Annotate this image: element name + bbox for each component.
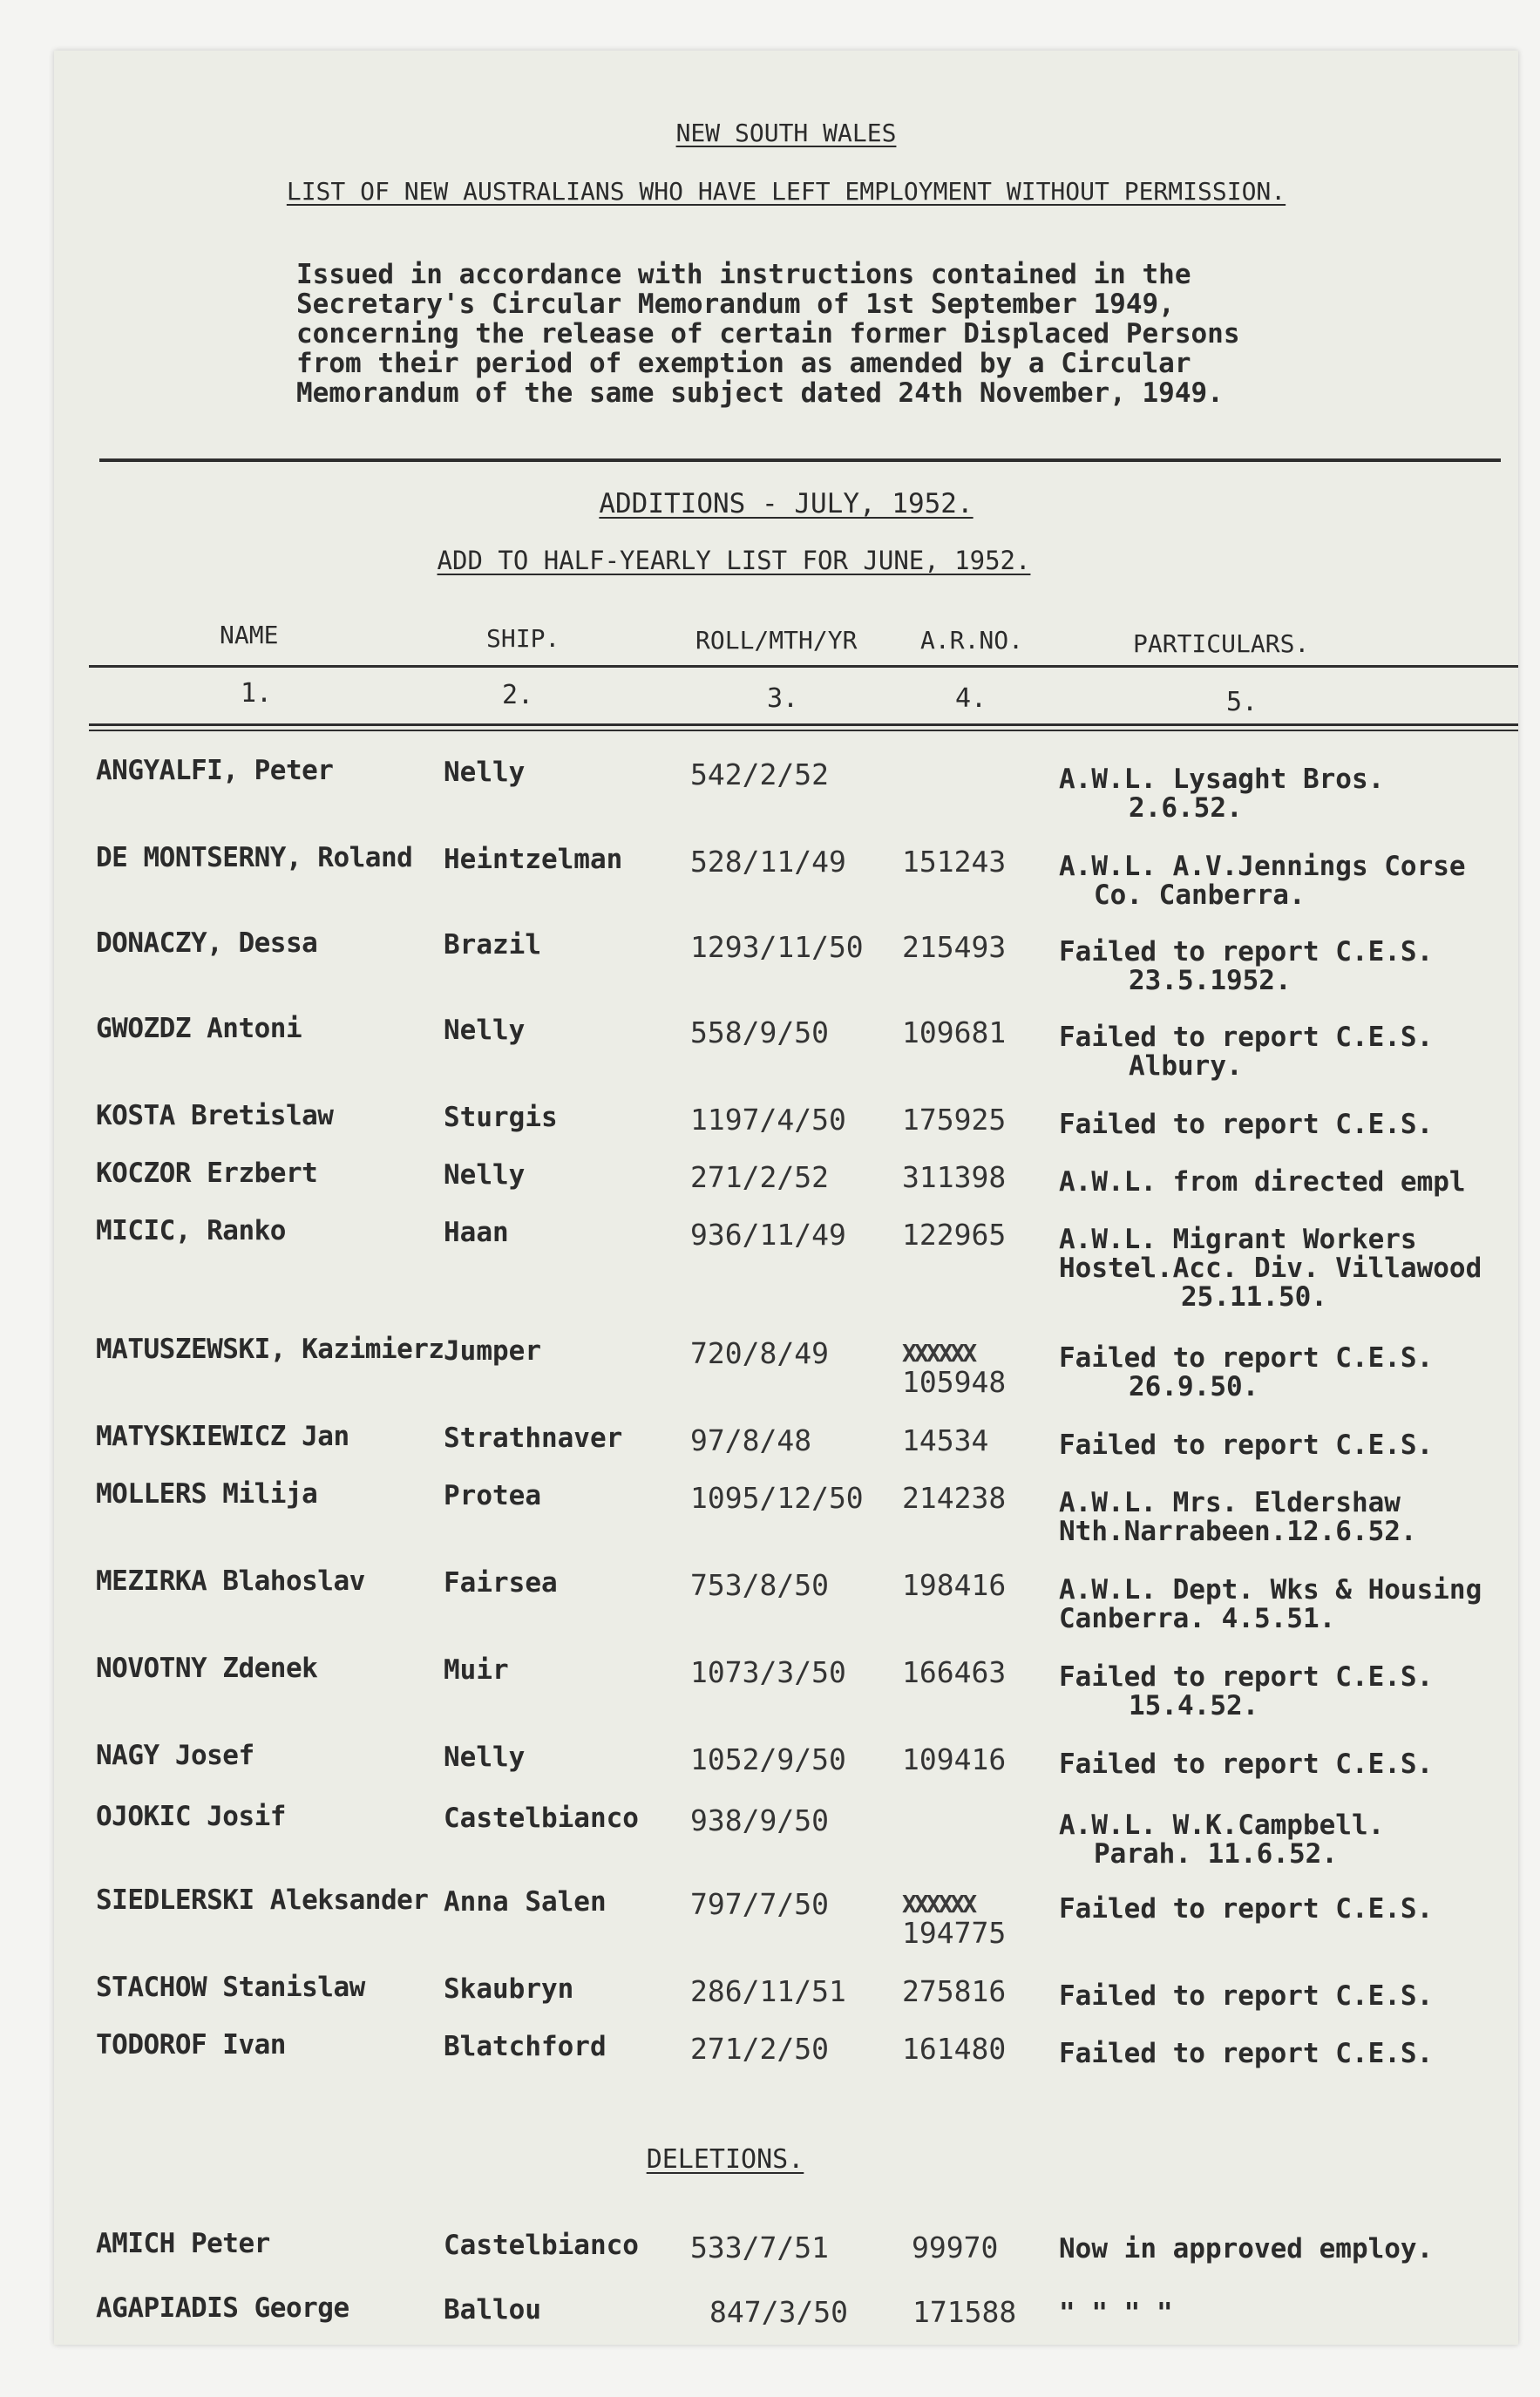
particulars-line: A.W.L. Dept. Wks & Housing — [1059, 1574, 1482, 1606]
entry-ship: Sturgis — [444, 1102, 558, 1133]
deletion-particulars: Now in approved employ. — [1059, 2233, 1434, 2265]
ar-number-value: 161480 — [902, 2032, 1007, 2066]
header-rule — [89, 665, 1518, 668]
column-number: 2. — [502, 680, 534, 710]
column-header-particulars: PARTICULARS. — [1133, 629, 1310, 658]
particulars-line: 2.6.52. — [1129, 792, 1243, 824]
entry-name: MEZIRKA Blahoslav — [96, 1565, 365, 1597]
particulars-line: Hostel.Acc. Div. Villawood — [1059, 1253, 1482, 1284]
entry-particulars — [1059, 1982, 1433, 2011]
entry-particulars — [1059, 1750, 1433, 1779]
entry-roll: 1073/3/50 — [690, 1655, 846, 1689]
particulars-line: Canberra. 4.5.51. — [1059, 1603, 1336, 1634]
column-header-ship: SHIP. — [486, 624, 560, 653]
particulars-line: Failed to report C.E.S. — [1059, 1749, 1434, 1780]
particulars-line: Failed to report C.E.S. — [1059, 1109, 1434, 1140]
entry-particulars — [1059, 2040, 1433, 2068]
entry-particulars — [1059, 1811, 1384, 1869]
ar-number-value: 14534 — [902, 1423, 989, 1457]
deletion-ar-number: 99970 — [912, 2231, 999, 2265]
ar-number-value: 151243 — [902, 845, 1007, 879]
ar-number-value: 122965 — [902, 1218, 1007, 1252]
entry-name: MATYSKIEWICZ Jan — [96, 1421, 349, 1452]
ar-number-value: 109681 — [902, 1015, 1007, 1049]
entry-ar-number — [902, 1015, 1007, 1049]
entry-ship: Protea — [444, 1480, 541, 1511]
particulars-line: Parah. 11.6.52. — [1094, 1838, 1338, 1870]
particulars-line: Failed to report C.E.S. — [1059, 1429, 1434, 1461]
entry-name: NAGY Josef — [96, 1740, 254, 1771]
entry-roll: 797/7/50 — [690, 1887, 829, 1921]
entry-name: DONACZY, Dessa — [96, 927, 318, 959]
header-rule — [89, 730, 1518, 731]
particulars-line: Failed to report C.E.S. — [1059, 1342, 1434, 1374]
additions-subtitle: ADD TO HALF-YEARLY LIST FOR JUNE, 1952. — [437, 546, 1031, 575]
document-page — [54, 51, 1518, 2345]
deletion-name: AGAPIADIS George — [96, 2292, 349, 2324]
deletion-roll: 533/7/51 — [690, 2231, 829, 2265]
intro-line: concerning the release of certain former Displaced Persons — [296, 318, 1240, 350]
ar-number-value: 311398 — [902, 1160, 1007, 1194]
entry-particulars — [1059, 1895, 1433, 1924]
deletion-particulars: " " " " — [1059, 2298, 1173, 2329]
entry-roll: 1095/12/50 — [690, 1481, 864, 1515]
particulars-line: Failed to report C.E.S. — [1059, 936, 1434, 968]
entry-name: KOSTA Bretislaw — [96, 1100, 334, 1131]
ar-number-value: 275816 — [902, 1974, 1007, 2008]
list-title: LIST OF NEW AUSTRALIANS WHO HAVE LEFT EMPLOYMENT WITHOUT PERMISSION. — [286, 177, 1286, 206]
entry-ar-number — [902, 1481, 1007, 1515]
deletions-title: DELETIONS. — [646, 2144, 804, 2175]
entry-ship: Fairsea — [444, 1567, 558, 1599]
deletion-ship: Castelbianco — [444, 2230, 639, 2261]
ar-number-value: 175925 — [902, 1103, 1007, 1137]
particulars-line: 23.5.1952. — [1129, 965, 1292, 996]
entry-name: TODOROF Ivan — [96, 2029, 286, 2061]
entry-roll: 720/8/49 — [690, 1336, 829, 1370]
struck-ar-number: XXXXXX — [902, 1339, 975, 1368]
entry-ship: Muir — [444, 1654, 509, 1686]
ar-number-value: 105948 — [902, 1365, 1007, 1399]
intro-line: Issued in accordance with instructions contained in the — [296, 259, 1191, 290]
entry-ar-number — [902, 1890, 1007, 1950]
column-header-name: NAME — [220, 621, 279, 649]
entry-roll: 286/11/51 — [690, 1974, 846, 2008]
entry-ship: Heintzelman — [444, 844, 623, 875]
entry-ship: Blatchford — [444, 2031, 607, 2062]
entry-ship: Strathnaver — [444, 1423, 623, 1454]
entry-ar-number — [902, 1974, 1007, 2008]
entry-ship: Nelly — [444, 1015, 526, 1046]
particulars-line: A.W.L. Mrs. Eldershaw — [1059, 1487, 1401, 1518]
ar-number-value: 215493 — [902, 930, 1007, 964]
entry-particulars — [1059, 852, 1466, 910]
particulars-line: A.W.L. Lysaght Bros. — [1059, 764, 1385, 795]
header-rule — [89, 723, 1518, 726]
entry-roll: 97/8/48 — [690, 1423, 812, 1457]
particulars-line: Failed to report C.E.S. — [1059, 2038, 1434, 2069]
column-number: 4. — [955, 683, 987, 714]
entry-name: DE MONTSERNY, Roland — [96, 842, 413, 873]
entry-name: STACHOW Stanislaw — [96, 1972, 365, 2003]
intro-line: Memorandum of the same subject dated 24th November, 1949. — [296, 377, 1224, 409]
entry-name: MATUSZEWSKI, Kazimierz — [96, 1334, 444, 1365]
intro-line: Secretary's Circular Memorandum of 1st September 1949, — [296, 289, 1175, 320]
particulars-line: Failed to report C.E.S. — [1059, 1661, 1434, 1693]
particulars-line: 26.9.50. — [1129, 1371, 1259, 1402]
particulars-line: Failed to report C.E.S. — [1059, 1980, 1434, 2012]
particulars-line: Albury. — [1129, 1050, 1243, 1082]
deletion-ar-number: 171588 — [912, 2295, 1017, 2329]
entry-roll: 936/11/49 — [690, 1218, 846, 1252]
entry-roll: 1052/9/50 — [690, 1742, 846, 1776]
entry-particulars — [1059, 1023, 1433, 1081]
deletion-roll: 847/3/50 — [709, 2295, 848, 2329]
column-number: 1. — [241, 678, 273, 709]
particulars-line: 15.4.52. — [1129, 1690, 1259, 1721]
ar-number-value: 109416 — [902, 1742, 1007, 1776]
entry-roll: 271/2/52 — [690, 1160, 829, 1194]
entry-particulars — [1059, 1431, 1433, 1460]
entry-ship: Jumper — [444, 1335, 541, 1367]
additions-title: ADDITIONS - JULY, 1952. — [599, 488, 974, 519]
section-divider — [99, 458, 1501, 462]
entry-ar-number — [902, 1568, 1007, 1602]
particulars-line: Failed to report C.E.S. — [1059, 1022, 1434, 1053]
entry-ship: Castelbianco — [444, 1803, 639, 1834]
entry-ar-number — [902, 1218, 1007, 1252]
entry-name: MOLLERS Milija — [96, 1478, 318, 1510]
entry-name: ANGYALFI, Peter — [96, 755, 334, 786]
entry-name: OJOKIC Josif — [96, 1801, 286, 1832]
entry-ship: Anna Salen — [444, 1886, 607, 1918]
entry-ar-number — [902, 1160, 1007, 1194]
entry-particulars — [1059, 938, 1433, 995]
entry-particulars — [1059, 1489, 1417, 1546]
entry-roll: 558/9/50 — [690, 1015, 829, 1049]
entry-particulars — [1059, 765, 1384, 823]
entry-ar-number — [902, 1339, 1007, 1399]
entry-ar-number — [902, 845, 1007, 879]
ar-number-value: 198416 — [902, 1568, 1007, 1602]
entry-ship: Nelly — [444, 1159, 526, 1191]
ar-number-value: 194775 — [902, 1916, 1007, 1950]
column-number: 3. — [767, 683, 799, 714]
ar-number-value: 166463 — [902, 1655, 1007, 1689]
struck-ar-number: XXXXXX — [902, 1890, 975, 1918]
ar-number-value: 214238 — [902, 1481, 1007, 1515]
entry-particulars — [1059, 1344, 1433, 1402]
entry-ar-number — [902, 930, 1007, 964]
deletion-name: AMICH Peter — [96, 2228, 270, 2259]
entry-name: SIEDLERSKI Aleksander — [96, 1884, 429, 1916]
particulars-line: A.W.L. A.V.Jennings Corse — [1059, 851, 1466, 882]
intro-line: from their period of exemption as amended by a Circular — [296, 348, 1191, 379]
entry-particulars — [1059, 1110, 1433, 1139]
entry-name: KOCZOR Erzbert — [96, 1158, 318, 1189]
entry-ship: Brazil — [444, 929, 541, 961]
entry-particulars — [1059, 1576, 1482, 1633]
particulars-line: A.W.L. W.K.Campbell. — [1059, 1810, 1385, 1841]
entry-ar-number — [902, 1103, 1007, 1137]
particulars-line: A.W.L. Migrant Workers — [1059, 1224, 1417, 1255]
entry-particulars — [1059, 1226, 1482, 1312]
entry-name: GWOZDZ Antoni — [96, 1013, 302, 1044]
entry-roll: 753/8/50 — [690, 1568, 829, 1602]
column-number: 5. — [1226, 687, 1258, 717]
entry-roll: 271/2/50 — [690, 2032, 829, 2066]
deletion-ship: Ballou — [444, 2294, 541, 2326]
particulars-line: Failed to report C.E.S. — [1059, 1893, 1434, 1925]
entry-ship: Nelly — [444, 1742, 526, 1773]
entry-name: NOVOTNY Zdenek — [96, 1653, 318, 1684]
particulars-line: Co. Canberra. — [1094, 879, 1306, 911]
particulars-line: A.W.L. from directed empl — [1059, 1166, 1466, 1198]
entry-ar-number — [902, 1423, 989, 1457]
entry-ar-number — [902, 1742, 1007, 1776]
column-header-ar: A.R.NO. — [920, 626, 1024, 655]
entry-ar-number — [902, 2032, 1007, 2066]
entry-ship: Nelly — [444, 757, 526, 788]
entry-roll: 1293/11/50 — [690, 930, 864, 964]
entry-particulars — [1059, 1663, 1433, 1721]
intro-paragraph — [296, 260, 1342, 408]
entry-roll: 938/9/50 — [690, 1803, 829, 1837]
entry-roll: 528/11/49 — [690, 845, 846, 879]
state-heading: NEW SOUTH WALES — [675, 119, 897, 147]
entry-ar-number — [902, 1655, 1007, 1689]
entry-roll: 542/2/52 — [690, 757, 829, 791]
entry-particulars — [1059, 1168, 1466, 1197]
entry-ship: Skaubryn — [444, 1973, 574, 2005]
particulars-line: Nth.Narrabeen.12.6.52. — [1059, 1516, 1417, 1547]
entry-ship: Haan — [444, 1217, 509, 1248]
column-header-roll: ROLL/MTH/YR — [695, 626, 858, 655]
entry-name: MICIC, Ranko — [96, 1215, 286, 1246]
entry-roll: 1197/4/50 — [690, 1103, 846, 1137]
particulars-line: 25.11.50. — [1181, 1281, 1327, 1313]
